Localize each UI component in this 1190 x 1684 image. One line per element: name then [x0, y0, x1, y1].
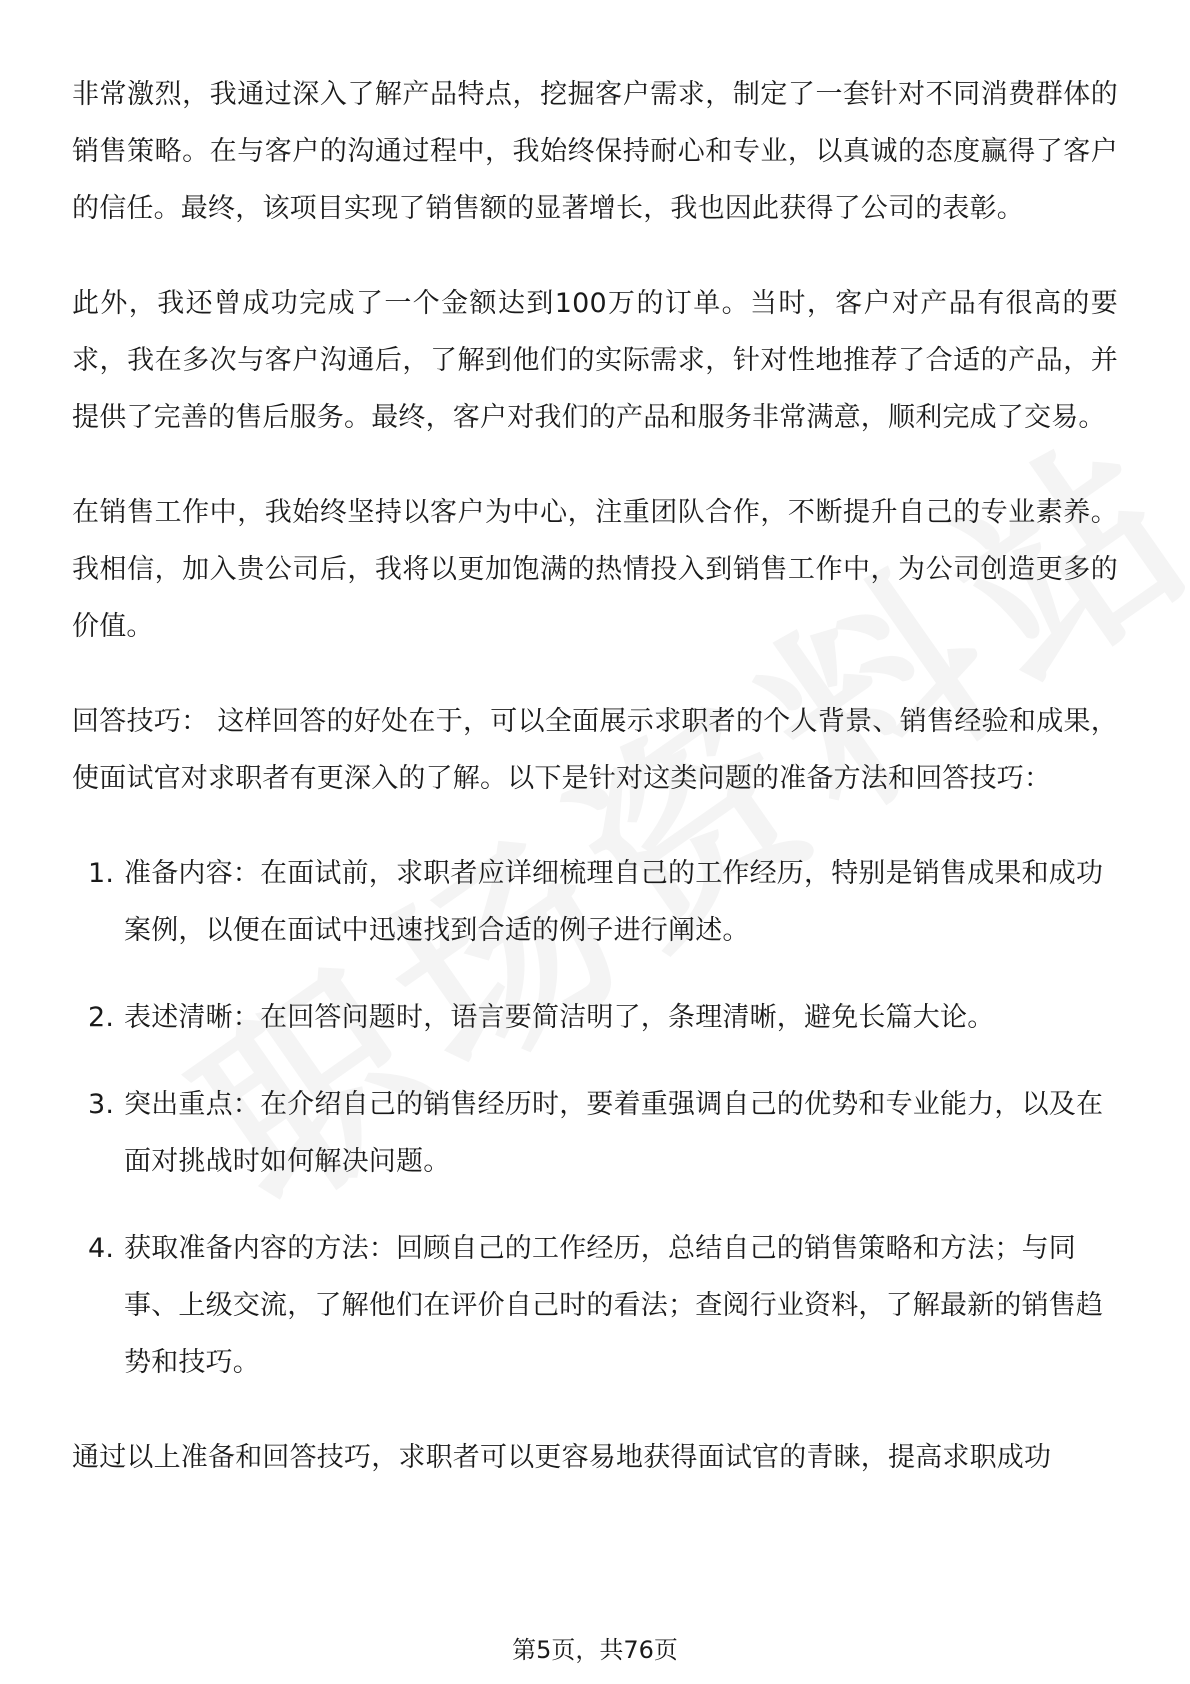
list-item-number: 3.: [88, 1089, 115, 1120]
page-content: [72, 66, 1118, 1524]
list-item-text: 准备内容：在面试前，求职者应详细梳理自己的工作经历，特别是销售成果和成功案例，以便在面试中迅速找到合适的例子进行阐述。: [124, 858, 1104, 946]
list-item-number: 2.: [88, 1002, 115, 1033]
paragraph-summary: 在销售工作中，我始终坚持以客户为中心，注重团队合作，不断提升自己的专业素养。我相信，加入贵公司后，我将以更加饱满的热情投入到销售工作中，为公司创造更多的价值。: [72, 497, 1118, 642]
tips-list: [72, 845, 1118, 1391]
list-item-number: 4.: [88, 1233, 115, 1264]
list-item: [72, 1220, 1118, 1391]
paragraph-answer-tips: 回答技巧： 这样回答的好处在于，可以全面展示求职者的个人背景、销售经验和成果，使面试官对求职者有更深入的了解。以下是针对这类问题的准备方法和回答技巧：: [72, 706, 1118, 794]
list-item: [72, 1076, 1118, 1190]
list-item-text: 突出重点：在介绍自己的销售经历时，要着重强调自己的优势和专业能力，以及在面对挑战时如何解决问题。: [124, 1089, 1104, 1177]
list-item-text: 获取准备内容的方法：回顾自己的工作经历，总结自己的销售策略和方法；与同事、上级交流，了解他们在评价自己时的看法；查阅行业资料，了解最新的销售趋势和技巧。: [124, 1233, 1104, 1378]
paragraph-closing: 通过以上准备和回答技巧，求职者可以更容易地获得面试官的青睐，提高求职成功: [72, 1442, 1052, 1473]
list-item: [72, 989, 1118, 1046]
paragraph-order: 此外，我还曾成功完成了一个金额达到100万的订单。当时，客户对产品有很高的要求，我在多次与客户沟通后，了解到他们的实际需求，针对性地推荐了合适的产品，并提供了完善的售后服务。最终，客户对我们的产品和服务非常满意，顺利完成了交易。: [72, 288, 1118, 433]
list-item-number: 1.: [88, 858, 115, 889]
paragraph-continuation: 非常激烈，我通过深入了解产品特点，挖掘客户需求，制定了一套针对不同消费群体的销售策略。在与客户的沟通过程中，我始终保持耐心和专业，以真诚的态度赢得了客户的信任。最终，该项目实现了销售额的显著增长，我也因此获得了公司的表彰。: [72, 79, 1118, 224]
list-item-text: 表述清晰：在回答问题时，语言要简洁明了，条理清晰，避免长篇大论。: [124, 1002, 995, 1033]
list-item: [72, 845, 1118, 959]
page-footer: 第5页，共76页: [512, 1636, 678, 1664]
